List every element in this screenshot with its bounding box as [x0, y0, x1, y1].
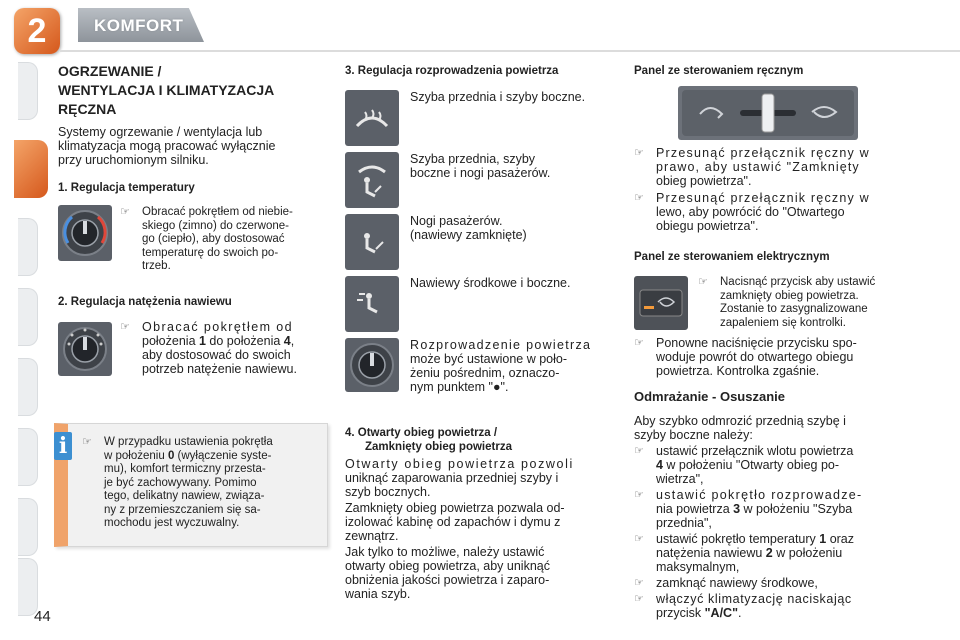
text-line: Zostanie to zasygnalizowane — [720, 303, 868, 315]
chapter-tab-3[interactable] — [18, 218, 38, 276]
text-line: przy uruchomionym silniku. — [58, 153, 209, 167]
text-line: zewnątrz. — [345, 529, 399, 543]
distribution-item-3 — [410, 214, 622, 242]
distribution-intermediate-text — [410, 338, 616, 394]
chapter-tabs — [0, 58, 40, 598]
text-line: ustawić pokrętło temperatury 1 oraz — [656, 532, 855, 546]
pointing-hand-icon: ☞ — [634, 337, 644, 349]
windscreen-demist-icon — [345, 90, 399, 146]
feet-icon — [345, 214, 399, 270]
fan-heading: 2. Regulacja natężenia nawiewu — [58, 296, 232, 308]
chapter-title: KOMFORT — [94, 16, 184, 35]
text-line: woduje powrót do otwartego obiegu — [656, 350, 854, 364]
text-line: ustawić przełącznik wlotu powietrza — [656, 444, 854, 458]
section-title-line: WENTYLACJA I KLIMATYZACJA — [58, 82, 275, 98]
text-line: zapaleniem się kontrolki. — [720, 316, 846, 329]
distribution-item-2 — [410, 152, 622, 180]
temperature-knob-photo — [58, 205, 112, 261]
text-line: natężenia nawiewu 2 w położeniu — [656, 546, 843, 560]
text-line: włączyć klimatyzację naciskając — [656, 592, 852, 606]
section-title-line: RĘCZNA — [58, 101, 117, 117]
text-line: Rozprowadzenie powietrza — [410, 338, 592, 352]
text-line: zamknąć nawiewy środkowe, — [656, 576, 818, 590]
bullet-item — [120, 320, 326, 376]
pointing-hand-icon: ☞ — [120, 206, 130, 218]
pointing-hand-icon: ☞ — [634, 445, 644, 457]
text-line: otwarty obieg powietrza, aby uniknąć — [345, 559, 550, 573]
text-line: Ponowne naciśnięcie przycisku spo- — [656, 336, 857, 350]
text-line: Przesunąć przełącznik ręczny w — [656, 146, 870, 160]
text-line: aby dostosować do swoich — [142, 348, 291, 362]
manual-panel-heading: Panel ze sterowaniem ręcznym — [634, 65, 804, 77]
recirculation-heading: 4. Otwarty obieg powietrza / Zamknięty obieg powietrza — [345, 427, 512, 453]
bullet-item — [120, 206, 326, 274]
text-line: Nogi pasażerów. — [410, 214, 503, 228]
text-line: zamknięty obieg powietrza. — [720, 289, 859, 302]
text-line: W przypadku ustawienia pokrętła — [104, 436, 273, 448]
bullet-item — [634, 488, 904, 530]
distribution-item-1 — [410, 90, 622, 104]
electric-instructions — [698, 276, 904, 330]
text-line: temperaturę do swoich po- — [142, 246, 279, 259]
header-bar — [0, 0, 960, 58]
section-title — [58, 62, 330, 119]
text-line: Otwarty obieg powietrza pozwoli — [345, 457, 574, 471]
temperature-instructions — [120, 206, 326, 274]
intro-paragraph — [58, 125, 330, 167]
pointing-hand-icon: ☞ — [82, 436, 92, 448]
distribution-knob-photo — [345, 338, 399, 392]
distribution-heading: 3. Regulacja rozprowadzenia powietrza — [345, 65, 559, 77]
bullet-item — [634, 532, 904, 574]
text-line: maksymalnym, — [656, 560, 740, 574]
section-title-line: OGRZEWANIE / — [58, 63, 162, 79]
bullet-item — [634, 146, 904, 188]
chapter-tab-4[interactable] — [18, 288, 38, 346]
text-line: szyb bocznych. — [345, 485, 431, 499]
text-line: mochodu jest wyczuwalny. — [104, 517, 240, 529]
electric-second-press — [634, 336, 904, 378]
text-line: uniknąć zaparowania przedniej szyby i — [345, 471, 559, 485]
text-line: Nawiewy środkowe i boczne. — [410, 276, 571, 290]
text-line: Zamknięty obieg powietrza pozwala od- — [345, 501, 565, 515]
page-number: 44 — [34, 608, 51, 625]
pointing-hand-icon: ☞ — [634, 593, 644, 605]
text-line: Jak tylko to możliwe, należy ustawić — [345, 545, 545, 559]
text-line: szyby boczne należy: — [634, 428, 753, 442]
text-line: wietrza", — [656, 472, 704, 486]
manual-instructions — [634, 146, 904, 233]
text-line: mu), komfort termiczny przesta- — [104, 463, 266, 475]
bullet-item — [634, 336, 904, 378]
text-line: w położeniu 0 (wyłączenie syste- — [104, 449, 272, 462]
defrost-section — [634, 414, 904, 620]
electric-panel-heading: Panel ze sterowaniem elektrycznym — [634, 251, 830, 263]
info-text — [82, 436, 322, 531]
text-line: obiegu powietrza". — [656, 219, 759, 233]
text-line: ny z przemieszczaniem się sa- — [104, 503, 261, 516]
text-line: nym punktem "●". — [410, 380, 509, 394]
recirculation-section — [345, 426, 617, 601]
windscreen-feet-icon — [345, 152, 399, 208]
text-line: potrzeb natężenie nawiewu. — [142, 362, 297, 376]
bullet-item — [634, 444, 904, 486]
text-line: je być zachowywany. Pomimo — [104, 476, 257, 489]
text-line: skiego (zimno) do czerwone- — [142, 219, 290, 232]
recirculation-paragraph-1 — [345, 457, 617, 499]
bullet-item — [634, 191, 904, 233]
text-line: (nawiewy zamknięte) — [410, 228, 527, 242]
fan-instructions — [120, 320, 326, 376]
chapter-tab-5[interactable] — [18, 358, 38, 416]
chapter-tab-6[interactable] — [18, 428, 38, 486]
pointing-hand-icon: ☞ — [634, 489, 644, 501]
face-vents-icon — [345, 276, 399, 332]
distribution-item-4 — [410, 276, 622, 290]
text-line: nia powietrza 3 w położeniu "Szyba — [656, 502, 853, 516]
text-line: przycisk "A/C". — [656, 606, 742, 620]
text-line: trzeb. — [142, 260, 171, 272]
bullet-item — [634, 576, 904, 590]
text-line: Systemy ogrzewanie / wentylacja lub — [58, 125, 263, 139]
recirculation-paragraph-2 — [345, 501, 617, 543]
text-line: wania szyb. — [345, 587, 411, 601]
text-line: obniżenia jakości powietrza i zaparo- — [345, 573, 550, 587]
text-line: powietrza. Kontrolka zgaśnie. — [656, 364, 820, 378]
text-line: boczne i nogi pasażerów. — [410, 166, 551, 180]
defrost-heading: Odmrażanie - Osuszanie — [634, 389, 785, 404]
column-1 — [58, 62, 330, 195]
chapter-tab-1[interactable] — [18, 62, 38, 120]
pointing-hand-icon: ☞ — [634, 192, 644, 204]
text-line: może być ustawione w poło- — [410, 352, 568, 366]
text-line: ustawić pokrętło rozprowadze- — [656, 488, 863, 502]
pointing-hand-icon: ☞ — [698, 276, 708, 288]
pointing-hand-icon: ☞ — [634, 577, 644, 589]
recirculation-button-photo — [634, 276, 688, 330]
recirculation-paragraph-3 — [345, 545, 617, 601]
text-line: lewo, aby powrócić do "Otwartego — [656, 205, 845, 219]
text-line: położenia 1 do położenia 4, — [142, 334, 295, 348]
chapter-tab-7[interactable] — [18, 498, 38, 556]
text-line: obieg powietrza". — [656, 174, 752, 188]
bullet-item — [634, 592, 904, 620]
text-line: Szyba przednia, szyby — [410, 152, 536, 166]
pointing-hand-icon: ☞ — [634, 147, 644, 159]
text-line: prawo, aby ustawić "Zamknięty — [656, 160, 860, 174]
text-line: Przesunąć przełącznik ręczny w — [656, 191, 870, 205]
text-line: klimatyzacja mogą pracować wyłącznie — [58, 139, 276, 153]
text-line: Aby szybko odmrozić przednią szybę i — [634, 414, 846, 428]
text-line: Szyba przednia i szyby boczne. — [410, 90, 586, 104]
pointing-hand-icon: ☞ — [634, 533, 644, 545]
manual-slider-photo — [678, 86, 858, 140]
text-line: izolować kabinę od zapachów i dymu z — [345, 515, 561, 529]
bullet-item — [698, 276, 904, 330]
text-line: Nacisnąć przycisk aby ustawić — [720, 276, 876, 288]
text-line: 4 w położeniu "Otwarty obieg po- — [656, 458, 840, 472]
info-icon: i — [54, 432, 72, 460]
fan-knob-photo — [58, 322, 112, 376]
chapter-tab-2[interactable] — [14, 140, 48, 198]
chapter-badge: 2 — [14, 8, 60, 54]
text-line: Obracać pokrętłem od niebie- — [142, 206, 293, 218]
header-divider — [60, 50, 960, 52]
text-line: tego, delikatny nawiew, związa- — [104, 490, 265, 502]
temperature-heading: 1. Regulacja temperatury — [58, 182, 195, 194]
text-line: żeniu pośrednim, oznaczo- — [410, 366, 560, 380]
text-line: go (ciepło), aby dostosować — [142, 233, 285, 245]
pointing-hand-icon: ☞ — [120, 321, 130, 333]
bullet-item — [82, 436, 322, 531]
text-line: Obracać pokrętłem od — [142, 320, 293, 334]
text-line: przednia", — [656, 516, 712, 530]
